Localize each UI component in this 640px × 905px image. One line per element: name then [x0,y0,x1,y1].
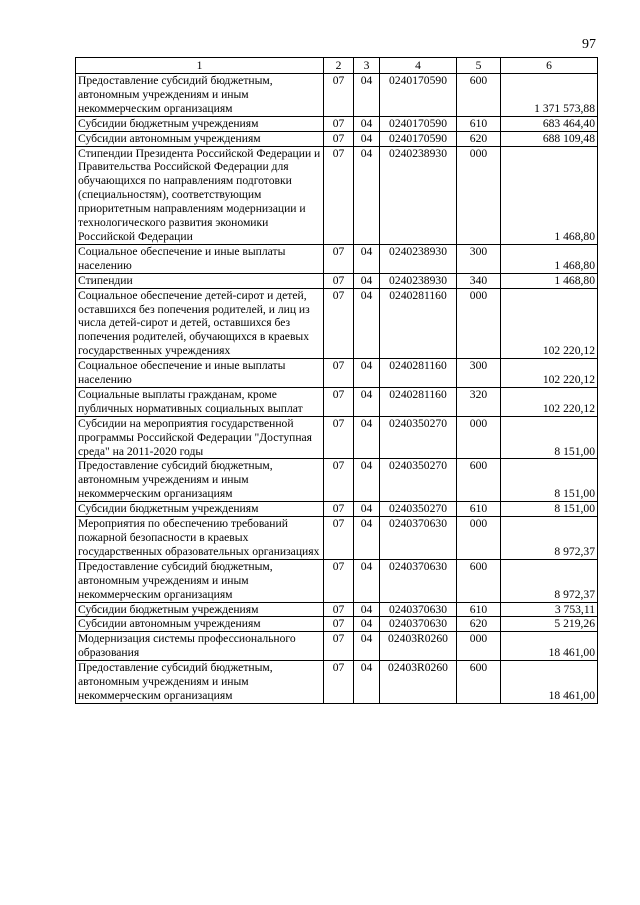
row-name-cell: Стипендии Президента Российской Федерации и Правительства Российской Федерации для обучающихся по направлениям подготовки (специальностям), соответствующим приоритетным направлениям модернизации и технологического развития экономики Российской Федерации [76,146,324,244]
column-header: 2 [324,58,354,74]
row-name-cell: Мероприятия по обеспечению требований пожарной безопасности в краевых государственных образовательных организациях [76,517,324,560]
amount-cell: 1 468,80 [501,146,598,244]
table-row [76,387,598,416]
amount-cell: 8 151,00 [501,502,598,517]
subsection-code-cell: 04 [354,387,380,416]
table-row [76,602,598,617]
amount-cell: 1 468,80 [501,273,598,288]
page-number: 97 [582,37,596,52]
row-name-cell: Субсидии бюджетным учреждениям [76,116,324,131]
section-code-cell: 07 [324,559,354,602]
section-code-cell: 07 [324,146,354,244]
target-article-cell: 0240281160 [380,387,457,416]
row-name-cell: Социальные выплаты гражданам, кроме публичных нормативных социальных выплат [76,387,324,416]
table-row [76,116,598,131]
target-article-cell: 0240170590 [380,116,457,131]
table-row [76,273,598,288]
subsection-code-cell: 04 [354,131,380,146]
subsection-code-cell: 04 [354,661,380,704]
row-name-cell: Субсидии автономным учреждениям [76,617,324,632]
expense-type-cell: 340 [457,273,501,288]
expense-type-cell: 620 [457,131,501,146]
amount-cell: 8 972,37 [501,559,598,602]
expense-type-cell: 000 [457,288,501,359]
table-row [76,632,598,661]
target-article-cell: 0240350270 [380,502,457,517]
column-header: 1 [76,58,324,74]
target-article-cell: 02403R0260 [380,661,457,704]
row-name-cell: Субсидии бюджетным учреждениям [76,602,324,617]
expense-type-cell: 000 [457,517,501,560]
subsection-code-cell: 04 [354,559,380,602]
target-article-cell: 0240170590 [380,131,457,146]
section-code-cell: 07 [324,617,354,632]
table-row [76,244,598,273]
amount-cell: 8 151,00 [501,416,598,459]
amount-cell: 102 220,12 [501,288,598,359]
subsection-code-cell: 04 [354,273,380,288]
table-row [76,459,598,502]
target-article-cell: 0240281160 [380,359,457,388]
amount-cell: 1 468,80 [501,244,598,273]
section-code-cell: 07 [324,288,354,359]
row-name-cell: Субсидии на мероприятия государственной программы Российской Федерации "Доступная среда" на 2011-2020 годы [76,416,324,459]
row-name-cell: Субсидии бюджетным учреждениям [76,502,324,517]
amount-cell: 3 753,11 [501,602,598,617]
row-name-cell: Социальное обеспечение и иные выплаты населению [76,359,324,388]
row-name-cell: Предоставление субсидий бюджетным, автономным учреждениям и иным некоммерческим организациям [76,661,324,704]
table-row [76,74,598,117]
expense-type-cell: 300 [457,359,501,388]
table-row [76,416,598,459]
amount-cell: 683 464,40 [501,116,598,131]
target-article-cell: 0240238930 [380,244,457,273]
expense-type-cell: 600 [457,661,501,704]
table-row [76,288,598,359]
row-name-cell: Предоставление субсидий бюджетным, автономным учреждениям и иным некоммерческим организациям [76,459,324,502]
column-header: 4 [380,58,457,74]
expense-type-cell: 000 [457,416,501,459]
amount-cell: 18 461,00 [501,632,598,661]
table-row [76,517,598,560]
table-row [76,661,598,704]
section-code-cell: 07 [324,459,354,502]
section-code-cell: 07 [324,502,354,517]
table-body [76,74,598,704]
subsection-code-cell: 04 [354,502,380,517]
row-name-cell: Предоставление субсидий бюджетным, автономным учреждениям и иным некоммерческим организациям [76,74,324,117]
table-row [76,131,598,146]
row-name-cell: Социальное обеспечение и иные выплаты населению [76,244,324,273]
section-code-cell: 07 [324,517,354,560]
expense-type-cell: 000 [457,146,501,244]
table-row [76,359,598,388]
section-code-cell: 07 [324,131,354,146]
subsection-code-cell: 04 [354,632,380,661]
target-article-cell: 0240170590 [380,74,457,117]
subsection-code-cell: 04 [354,617,380,632]
subsection-code-cell: 04 [354,116,380,131]
table-row [76,502,598,517]
table-row [76,146,598,244]
amount-cell: 688 109,48 [501,131,598,146]
target-article-cell: 0240350270 [380,416,457,459]
target-article-cell: 0240370630 [380,617,457,632]
target-article-cell: 0240281160 [380,288,457,359]
expense-type-cell: 600 [457,459,501,502]
section-code-cell: 07 [324,661,354,704]
amount-cell: 1 371 573,88 [501,74,598,117]
expense-type-cell: 320 [457,387,501,416]
expense-type-cell: 610 [457,602,501,617]
column-header: 6 [501,58,598,74]
amount-cell: 18 461,00 [501,661,598,704]
section-code-cell: 07 [324,244,354,273]
budget-table [75,57,598,704]
amount-cell: 102 220,12 [501,359,598,388]
expense-type-cell: 600 [457,74,501,117]
expense-type-cell: 300 [457,244,501,273]
target-article-cell: 0240370630 [380,517,457,560]
amount-cell: 5 219,26 [501,617,598,632]
target-article-cell: 0240370630 [380,602,457,617]
amount-cell: 8 151,00 [501,459,598,502]
target-article-cell: 02403R0260 [380,632,457,661]
subsection-code-cell: 04 [354,74,380,117]
row-name-cell: Стипендии [76,273,324,288]
target-article-cell: 0240350270 [380,459,457,502]
section-code-cell: 07 [324,387,354,416]
section-code-cell: 07 [324,416,354,459]
expense-type-cell: 610 [457,116,501,131]
table-row [76,617,598,632]
subsection-code-cell: 04 [354,146,380,244]
amount-cell: 8 972,37 [501,517,598,560]
subsection-code-cell: 04 [354,288,380,359]
section-code-cell: 07 [324,602,354,617]
subsection-code-cell: 04 [354,602,380,617]
target-article-cell: 0240238930 [380,273,457,288]
column-header: 5 [457,58,501,74]
expense-type-cell: 000 [457,632,501,661]
row-name-cell: Предоставление субсидий бюджетным, автономным учреждениям и иным некоммерческим организациям [76,559,324,602]
expense-type-cell: 600 [457,559,501,602]
section-code-cell: 07 [324,116,354,131]
subsection-code-cell: 04 [354,416,380,459]
amount-cell: 102 220,12 [501,387,598,416]
table-row [76,559,598,602]
row-name-cell: Субсидии автономным учреждениям [76,131,324,146]
row-name-cell: Социальное обеспечение детей-сирот и детей, оставшихся без попечения родителей, и лиц из числа детей-сирот и детей, оставшихся без попечения родителей, обучающихся в краевых государственных учреждениях [76,288,324,359]
subsection-code-cell: 04 [354,244,380,273]
section-code-cell: 07 [324,74,354,117]
subsection-code-cell: 04 [354,517,380,560]
section-code-cell: 07 [324,359,354,388]
section-code-cell: 07 [324,273,354,288]
expense-type-cell: 620 [457,617,501,632]
table-header-row [76,58,598,74]
subsection-code-cell: 04 [354,359,380,388]
section-code-cell: 07 [324,632,354,661]
expense-type-cell: 610 [457,502,501,517]
target-article-cell: 0240238930 [380,146,457,244]
column-header: 3 [354,58,380,74]
target-article-cell: 0240370630 [380,559,457,602]
row-name-cell: Модернизация системы профессионального образования [76,632,324,661]
subsection-code-cell: 04 [354,459,380,502]
